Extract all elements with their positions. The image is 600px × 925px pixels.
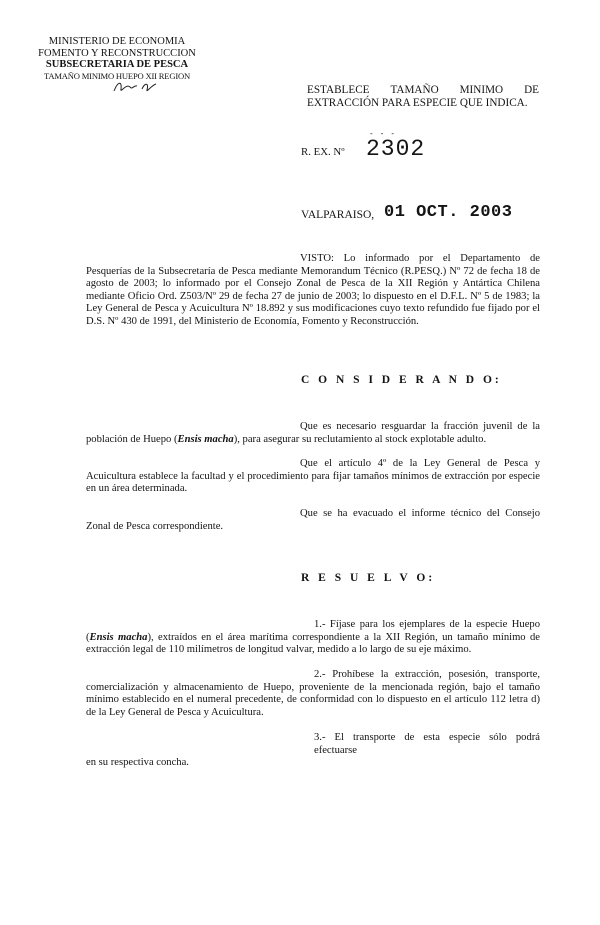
species-name: Ensis macha [89,631,148,643]
resolution-label: R. EX. Nº [301,146,345,158]
resuelvo-heading: R E S U E L V O: [301,572,436,584]
visto-paragraph: VISTO: Lo informado por el Departamento de Pesquerías de la Subsecretaría de Pesca mediante Memorandum Técnico (R.PESQ.) Nº 72 de fecha 18 de agosto de 2003; lo informado por el Consejo Zonal de Pesca de la XII Región y Antártica Chilena mediante Oficio Ord. Z503/Nº 29 de fecha 27 de junio de 2003; lo dispuesto en el D.F.L. Nº 5 de 1983; la Ley General de Pesca y Acuicultura Nº 18.892 y sus modificaciones cuyo texto refundido fue fijado por el D.S. Nº 430 de 1991, del Ministerio de Economía, Fomento y Reconstrucción. [86,253,540,327]
resuelvo-item-1: 1.- Fíjase para los ejemplares de la especie Huepo (Ensis macha), extraídos en el área marítima correspondiente a la XII Región, un tamaño mínimo de extracción legal de 110 milímetros de longitud valvar, medido a lo largo de su eje máximo. [86,619,540,656]
stamp-marks: - - - [370,129,397,138]
letterhead [26,36,208,82]
title-line-2: EXTRACCIÓN PARA ESPECIE QUE INDICA. [307,97,528,109]
considerando-item-3: Que se ha evacuado el informe técnico del Consejo Zonal de Pesca correspondiente. [86,508,540,532]
subsecretariat-name: SUBSECRETARIA DE PESCA [45,59,189,70]
initials-signature [112,79,158,95]
document-reference: TAMAÑO MINIMO HUEPO XII REGION [43,70,191,81]
resuelvo-item-2: 2.- Prohíbese la extracción, posesión, transporte, comercialización y almacenamiento de Huepo, proveniente de la mencionada región, bajo el tamaño mínimo establecido en el numeral precedente, de conformidad con lo dispuesto en el artículo 112 letra d) de la Ley General de Pesca y Acuicultura. [86,669,540,718]
resolution-title [307,84,539,110]
considerando-heading: C O N S I D E R A N D O: [301,374,502,386]
date-stamp: 01 OCT. 2003 [384,203,513,222]
considerando-item-2: Que el artículo 4º de la Ley General de Pesca y Acuicultura establece la facultad y el procedimiento para fijar tamaños mínimos de extracción por especie en un área determinada. [86,458,540,495]
title-line-1: ESTABLECE TAMAÑO MINIMO DE [307,84,539,96]
city: VALPARAISO, [301,209,375,221]
ministry-name: MINISTERIO DE ECONOMIA [48,36,186,47]
ministry-subtitle: FOMENTO Y RECONSTRUCCION [38,47,196,59]
resolution-number: 2302 [366,136,426,162]
resuelvo-item-3: 3.- El transporte de esta especie sólo podrá efectuarse en su respectiva concha. [86,732,540,769]
species-name: Ensis macha [177,433,234,445]
considerando-item-1: Que es necesario resguardar la fracción juvenil de la población de Huepo (Ensis macha), para asegurar su reclutamiento al stock explotable adulto. [86,421,540,445]
